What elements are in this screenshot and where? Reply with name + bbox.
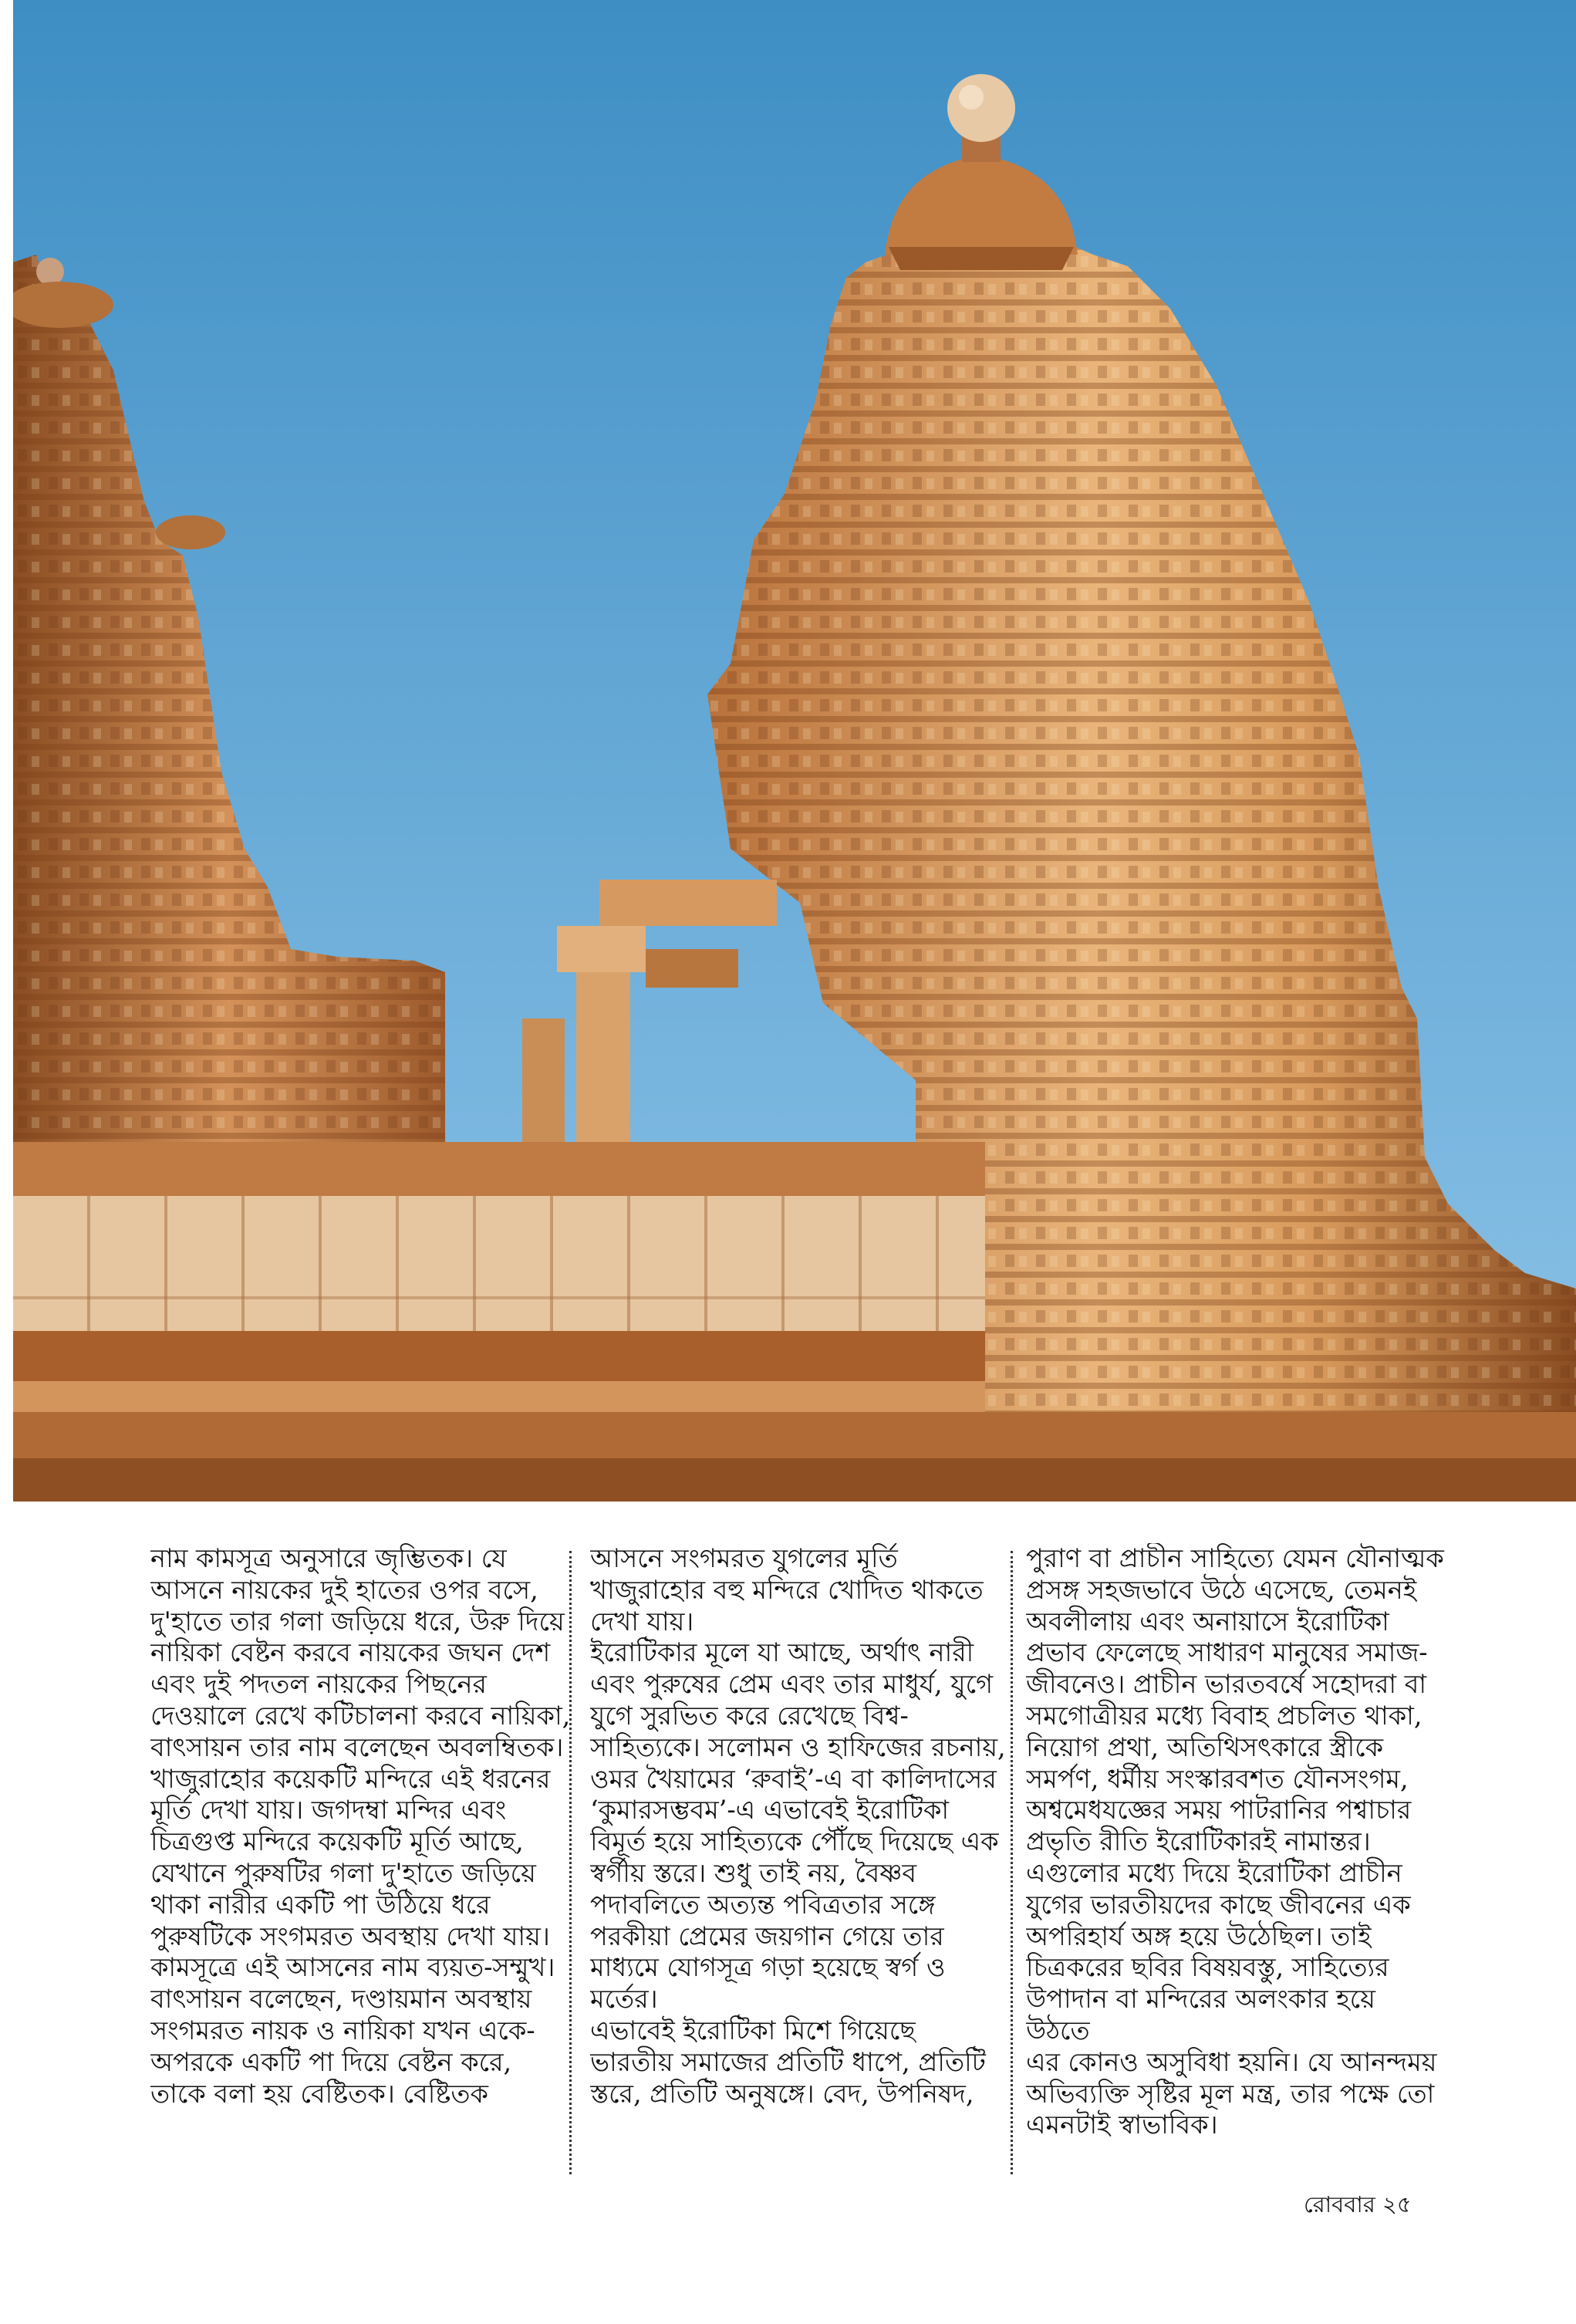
article-column-2: আসনে সংগমরত যুগলের মূর্তি খাজুরাহোর বহু মন্দিরে খোদিত থাকতে দেখা যায়। ইরোটিকার মূলে যা আছে, অর্থাৎ নারী এবং পুরুষের প্রেম এবং তার মাধুর্য, যুগে যুগে সুরভিত করে রেখেছে বিশ্ব- সাহিত্যকে। সলোমন ও হাফিজের রচনায়, ওমর খৈয়ামের ‘রুবাই’-এ বা কালিদাসের ‘কুমারসম্ভবম’-এ এভাবেই ইরোটিকা বিমূর্ত হয়ে সাহিত্যকে পৌঁছে দিয়েছে এক স্বর্গীয় স্তরে। শুধু তাই নয়, বৈষ্ণব পদাবলিতে অত্যন্ত পবিত্রতার সঙ্গে পরকীয়া প্রেমের জয়গান গেয়ে তার মাধ্যমে যোগসূত্র গড়া হয়েছে স্বর্গ ও মর্তের। এভাবেই ইরোটিকা মিশে গিয়েছে ভারতীয় সমাজের প্রতিটি ধাপে, প্রতিটি স্তরে, প্রতিটি অনুষঙ্গে। বেদ, উপনিষদ,: [590, 1543, 1006, 2109]
article-column-3: পুরাণ বা প্রাচীন সাহিত্যে যেমন যৌনাত্মক প্রসঙ্গ সহজভাবে উঠে এসেছে, তেমনই অবলীলায় এবং অনায়াসে ইরোটিকা প্রভাব ফেলেছে সাধারণ মানুষের সমাজ- জীবনেও। প্রাচীন ভারতবর্ষে সহোদরা বা সমগোত্রীয়র মধ্যে বিবাহ প্রচলিত থাকা, নিয়োগ প্রথা, অতিথিসৎকারে স্ত্রীকে সমর্পণ, ধর্মীয় সংস্কারবশত যৌনসংগম, অশ্বমেধযজ্ঞের সময় পাটরানির পশ্বাচার প্রভৃতি রীতি ইরোটিকারই নামান্তর। এগুলোর মধ্যে দিয়ে ইরোটিকা প্রাচীন যুগের ভারতীয়দের কাছে জীবনের এক অপরিহার্য অঙ্গ হয়ে উঠেছিল। তাই চিত্রকরের ছবির বিষয়বস্তু, সাহিত্যের উপাদান বা মন্দিরের অলংকার হয়ে উঠতে এর কোনও অসুবিধা হয়নি। যে আনন্দময় অভিব্যক্তি সৃষ্টির মূল মন্ত্র, তার পক্ষে তো এমনটাই স্বাভাবিক।: [1026, 1543, 1444, 2140]
temple-photo: [13, 0, 1576, 1501]
column-divider: [569, 1551, 572, 2174]
page-folio: রোববার ২৫: [1304, 2191, 1412, 2218]
article-column-1: নাম কামসূত্র অনুসারে জৃম্ভিতক। যে আসনে নায়কের দুই হাতের ওপর বসে, দু'হাতে তার গলা জড়িয়ে ধরে, উরু দিয়ে নায়িকা বেষ্টন করবে নায়কের জঘন দেশ এবং দুই পদতল নায়কের পিছনের দেওয়ালে রেখে কটিচালনা করবে নায়িকা, বাৎসায়ন তার নাম বলেছেন অবলম্বিতক। খাজুরাহোর কয়েকটি মন্দিরে এই ধরনের মূর্তি দেখা যায়। জগদম্বা মন্দির এবং চিত্রগুপ্ত মন্দিরে কয়েকটি মূর্তি আছে, যেখানে পুরুষটির গলা দু'হাতে জড়িয়ে থাকা নারীর একটি পা উঠিয়ে ধরে পুরুষটিকে সংগমরত অবস্থায় দেখা যায়। কামসূত্রে এই আসনের নাম ব্যয়ত-সম্মুখ। বাৎসায়ন বলেছেন, দণ্ডায়মান অবস্থায় সংগমরত নায়ক ও নায়িকা যখন একে- অপরকে একটি পা দিয়ে বেষ্টন করে, তাকে বলা হয় বেষ্টিতক। বেষ্টিতক: [150, 1543, 571, 2109]
column-divider: [1011, 1551, 1013, 2174]
